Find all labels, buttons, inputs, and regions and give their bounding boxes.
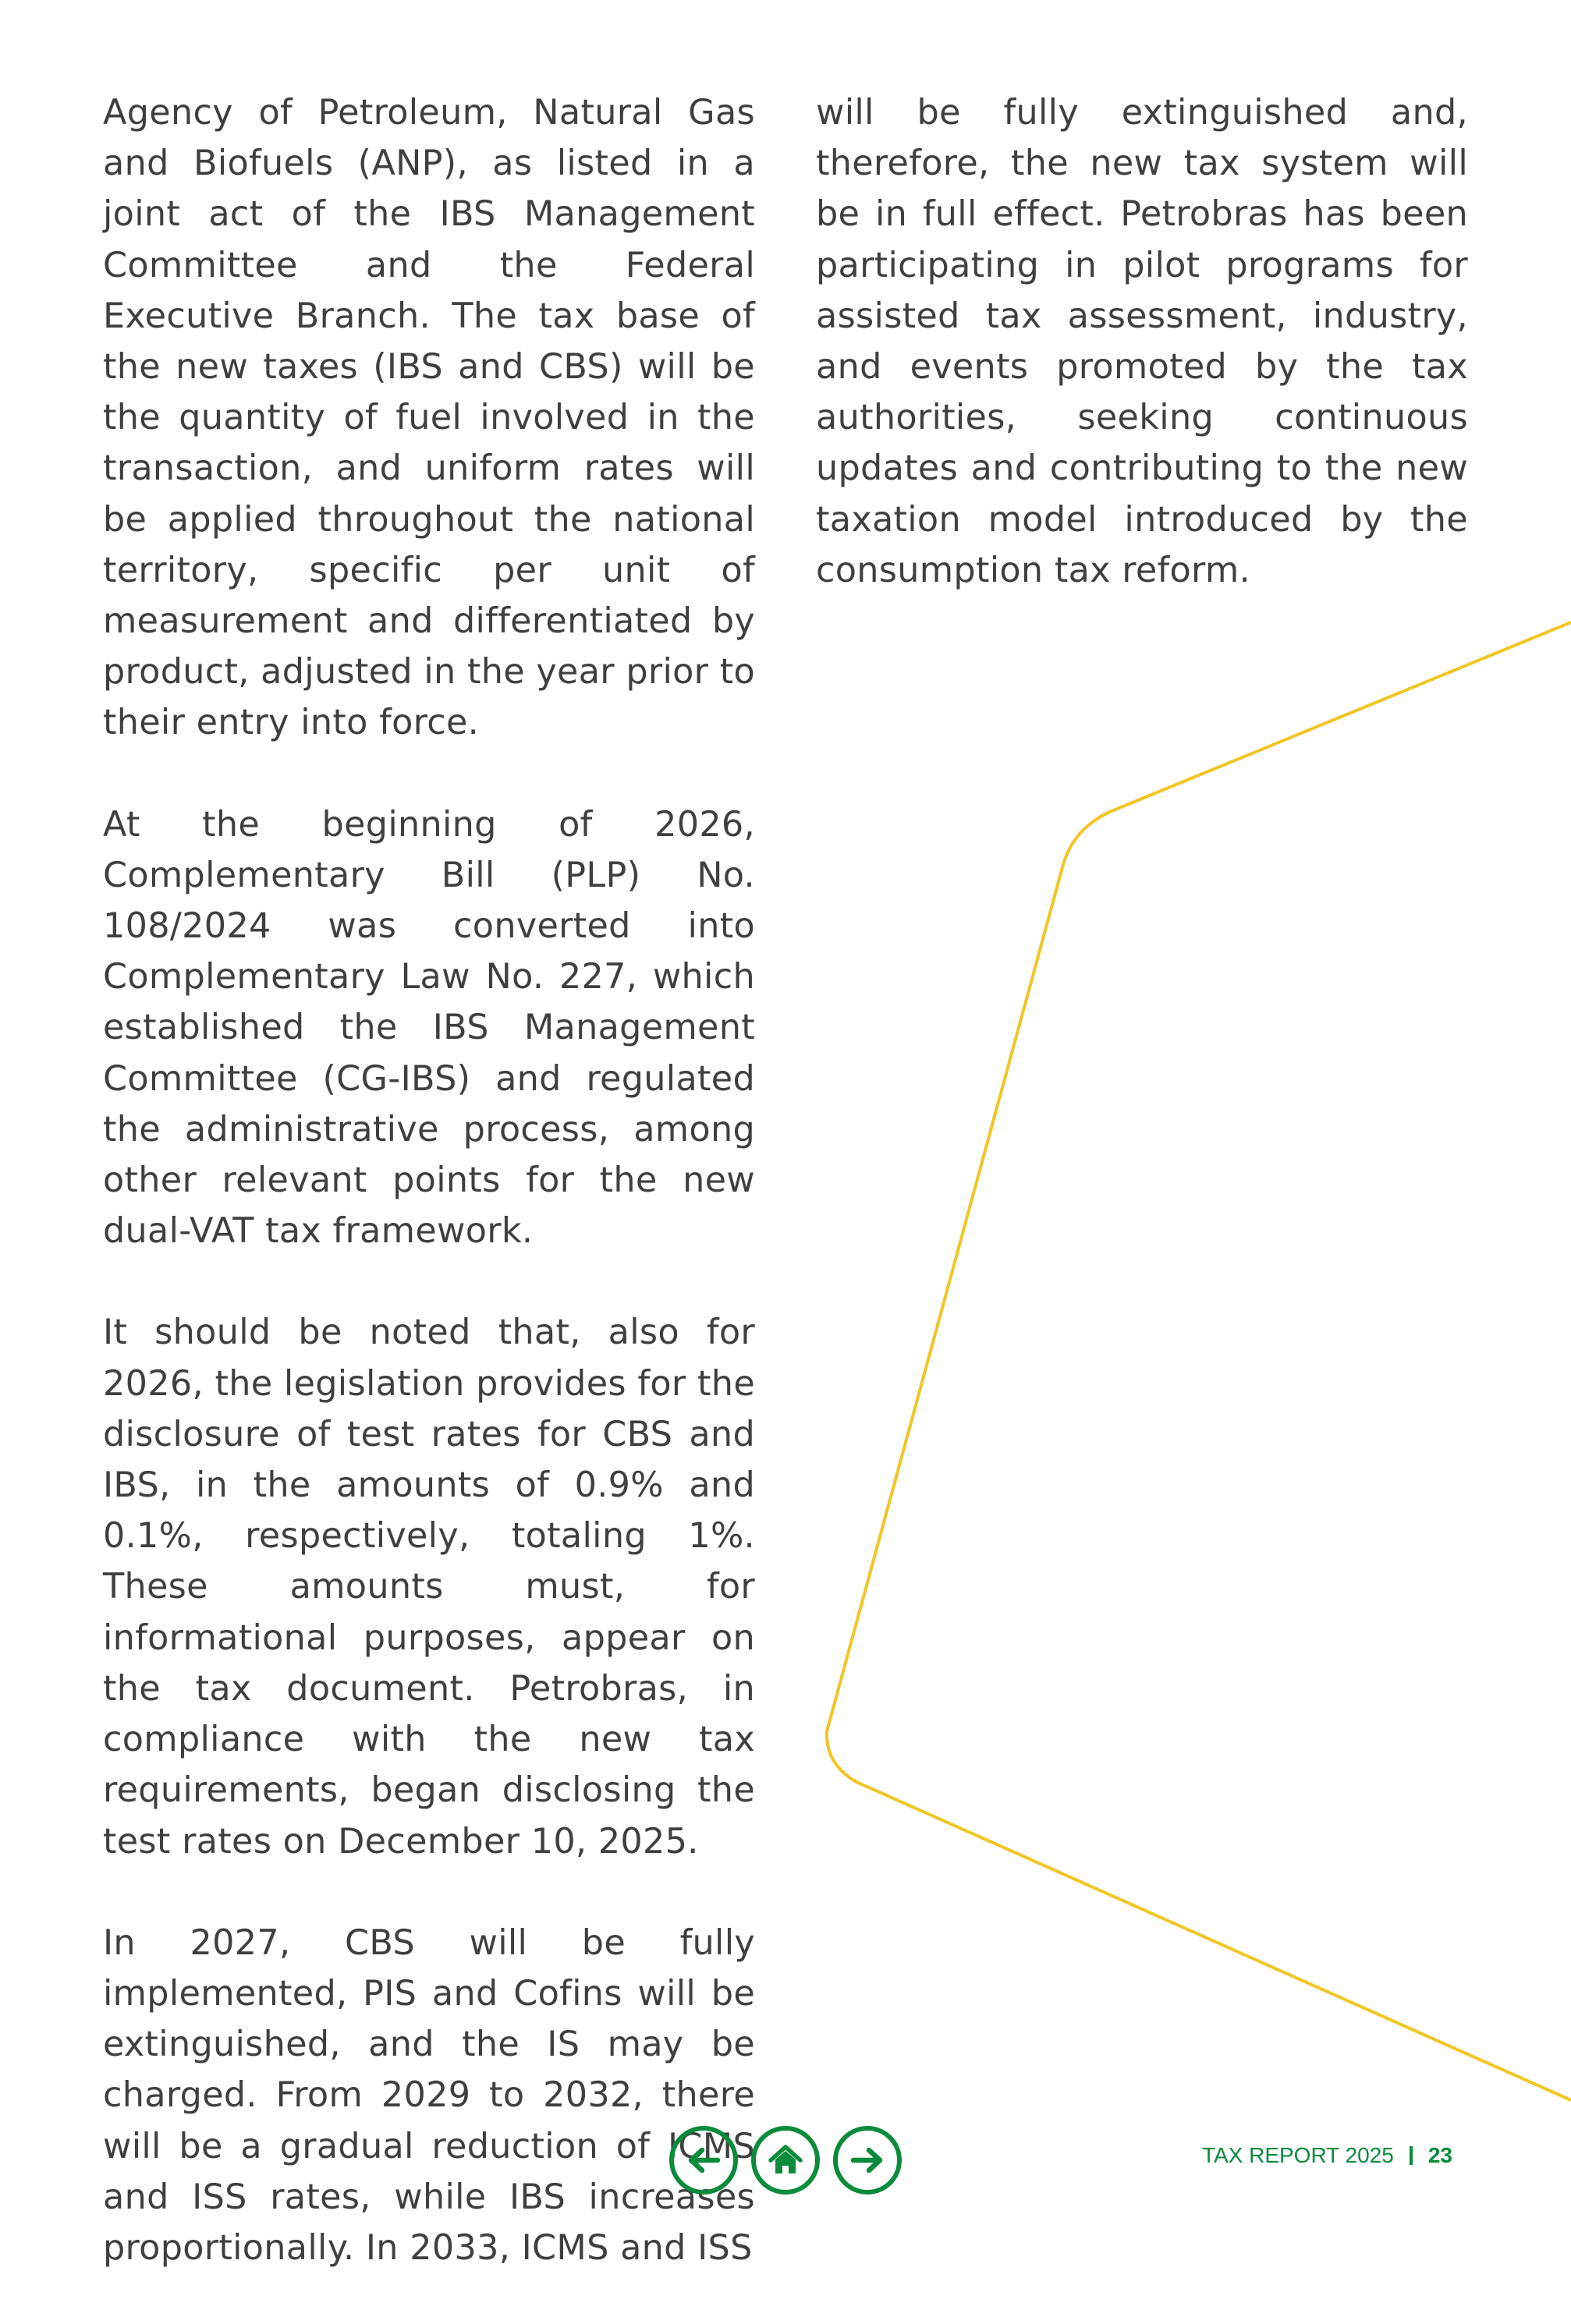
page-info xyxy=(1202,2143,1452,2168)
paragraph-transition-2027-2033: In 2027, CBS will be fully implemented, PIS and Cofins will be extinguished, and the IS may be charged. From 2029 to 2032, there will be a gradual reduction of ICMS and ISS rates, while IBS increases proportionally. In 2033, ICMS and ISS xyxy=(103,1922,755,2268)
page-number: 23 xyxy=(1427,2143,1452,2167)
report-title: TAX REPORT 2025 xyxy=(1201,2143,1394,2167)
navigation-buttons xyxy=(669,2126,902,2195)
home-button[interactable] xyxy=(751,2126,820,2195)
paragraph-anp-fuel-taxation: Agency of Petroleum, Natural Gas and Biofuels (ANP), as listed in a joint act of the IBS Management Committee and the Federal Executive Branch. The tax base of the new taxes (IBS and CBS) will be the quantity of fuel involved in the transaction, and uniform rates will be applied throughout the national territory, specific per unit of measurement and differentiated by product, adjusted in the year prior to their entry into force. xyxy=(103,93,755,743)
page-separator xyxy=(1410,2146,1413,2165)
home-icon xyxy=(764,2138,807,2182)
left-text-column xyxy=(103,87,755,2324)
right-text-column xyxy=(816,87,1468,647)
arrow-left-icon xyxy=(682,2138,725,2182)
previous-page-button[interactable] xyxy=(669,2126,738,2195)
paragraph-test-rates-2026: It should be noted that, also for 2026, the legislation provides for the disclosure of test rates for CBS and IBS, in the amounts of 0.9% and 0.1%, respectively, totaling 1%. These amounts must, for informational purposes, appear on the tax document. Petrobras, in compliance with the new tax requirements, began disclosing the test rates on December 10, 2025. xyxy=(103,1313,755,1862)
paragraph-complementary-law-227: At the beginning of 2026, Complementary Bill (PLP) No. 108/2024 was converted into Complementary Law No. 227, which established the IBS Management Committee (CG-IBS) and regulated the administrative process, among other relevant points for the new dual-VAT tax framework. xyxy=(103,804,755,1252)
arrow-right-icon xyxy=(846,2138,889,2182)
next-page-button[interactable] xyxy=(833,2126,902,2195)
paragraph-full-effect-pilot-programs: will be fully extinguished and, therefore, the new tax system will be in full effect. Petrobras has been participating in pilot programs for assisted tax assessment, industry, and events promoted by the tax authorities, seeking continuous updates and contributing to the new taxation model introduced by the consumption tax reform. xyxy=(816,93,1468,590)
page-footer xyxy=(0,2126,1571,2196)
